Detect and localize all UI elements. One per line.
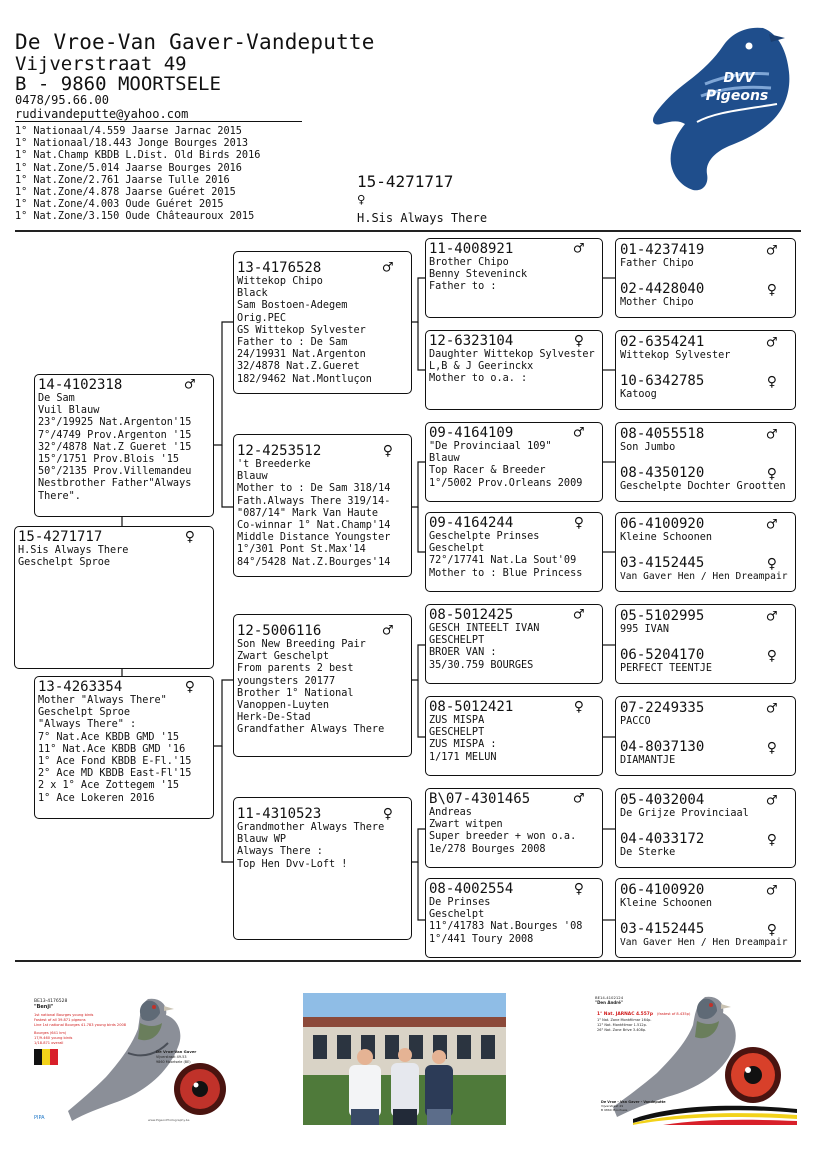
bird-info-line: Super breeder + won o.a.: [429, 831, 577, 843]
bird-info-line: 995 IVAN: [620, 624, 670, 635]
bird-info-line: Zwart witpen: [429, 819, 503, 831]
ring-number: 08-4002554: [429, 881, 514, 897]
bird-info-line: Geschelpte Dochter Grootten: [620, 481, 786, 492]
photo-pigeon-name: "Benji": [34, 1004, 54, 1010]
ancestor-dam[interactable]: [616, 370, 795, 409]
result-line: 1° Nat.Zone/5.014 Jaarse Bourges 2016: [15, 162, 242, 174]
result-line: 1° Nationaal/4.559 Jaarse Jarnac 2015: [15, 126, 242, 137]
bird-info-line: GS Wittekop Sylvester: [237, 324, 366, 336]
bird-info-line: youngsters 20177: [237, 675, 336, 687]
bird-info-line: 32/4878 Nat.Z.Gueret: [237, 361, 360, 373]
ring-number: 12-4253512: [237, 443, 322, 459]
result-line: 1° Nat.Zone/4.003 Oude Guéret 2015: [15, 199, 224, 211]
ring-number: 01-4237419: [620, 242, 705, 258]
grandparent-card[interactable]: [233, 614, 412, 757]
ancestor-pair-card[interactable]: [615, 330, 796, 410]
breeder-name: De Vroe-Van Gaver-Vandeputte: [15, 30, 375, 54]
bird-info-line: Kleine Schoonen: [620, 898, 713, 909]
ring-number: 11-4008921: [429, 241, 514, 257]
male-symbol-icon: ♂: [382, 258, 393, 278]
bird-info-line: Geschelpt: [429, 543, 485, 555]
bird-info-line: 1°/5002 Prov.Orleans 2009: [429, 477, 583, 489]
ancestor-dam[interactable]: [616, 644, 795, 683]
ancestor-sire[interactable]: [616, 423, 795, 462]
bird-info-line: Black: [237, 288, 268, 300]
breeder-phone: 0478/95.66.00: [15, 93, 109, 107]
ring-number: 12-6323104: [429, 333, 514, 349]
bird-info-line: 72°/17741 Nat.La Sout'09: [429, 555, 577, 567]
ring-number: 06-4100920: [620, 882, 705, 898]
bird-info-line: Sam Bostoen-Adegem: [237, 300, 348, 312]
bird-info-line: Brother Chipo: [429, 257, 509, 268]
bird-info-line: ZUS MISPA: [429, 715, 485, 726]
ring-number: 06-4100920: [620, 516, 705, 532]
roof: [303, 1017, 506, 1027]
ancestor-sire[interactable]: [616, 605, 795, 644]
ring-number: 05-5102995: [620, 608, 705, 624]
ancestor-pair-card[interactable]: [615, 422, 796, 502]
bird-info-line: 't Breederke: [237, 459, 311, 470]
bird-info-line: Father to :: [429, 281, 497, 293]
ancestor-pair-card[interactable]: [615, 604, 796, 684]
ring-number: 08-4055518: [620, 426, 705, 442]
pedigree-sire-card[interactable]: [34, 374, 214, 517]
female-symbol-icon: ♀: [766, 464, 777, 484]
bird-info-line: Wittekop Chipo: [237, 276, 323, 287]
bird-info-line: "Always There" :: [38, 719, 137, 731]
ring-number: 07-2249335: [620, 700, 705, 716]
bird-info-line: ZUS MISPA :: [429, 739, 497, 751]
bird-info-line: Blauw: [237, 471, 268, 483]
female-symbol-icon: ♀: [184, 527, 195, 547]
bird-info-line: Mother "Always There": [38, 695, 167, 706]
bird-info-line: 1/171 MELUN: [429, 751, 497, 763]
bird-info-line: Grandmother Always There: [237, 822, 385, 833]
female-symbol-icon: ♀: [184, 677, 195, 697]
ancestor-sire[interactable]: [616, 879, 795, 918]
photo-result-line: 26° Nat. Zone Brive 3.408p.: [597, 1028, 647, 1032]
ancestor-pair-card[interactable]: [615, 512, 796, 592]
ring-number: 13-4263354: [38, 679, 123, 695]
bird-info-line: Geschelpt Sproe: [18, 557, 111, 569]
pedigree-bird-card[interactable]: [14, 526, 214, 669]
male-symbol-icon: ♂: [766, 881, 777, 901]
photo-pigeon-name: "Den André": [595, 1000, 623, 1005]
bird-info-line: 15°/1751 Prov.Blois '15: [38, 454, 180, 466]
ring-number: 03-4152445: [620, 555, 705, 571]
bird-info-line: Geschelpte Prinses: [429, 531, 540, 542]
bird-info-line: De Sterke: [620, 847, 676, 858]
ring-number: 08-4350120: [620, 465, 705, 481]
bird-info-line: Son Jumbo: [620, 442, 676, 453]
male-symbol-icon: ♂: [573, 789, 584, 809]
bird-info-line: "087/14" Mark Van Haute: [237, 507, 379, 519]
bird-info-line: Middle Distance Youngster: [237, 532, 391, 544]
great-grandparent-card[interactable]: [425, 604, 603, 684]
bird-info-line: 24/19931 Nat.Argenton: [237, 349, 366, 361]
photo-red-line: Line 1st national Bourges 41.783 young birds 2008: [34, 1023, 127, 1027]
bird-info-line: Andreas: [429, 807, 472, 818]
bird-info-line: PACCO: [620, 716, 651, 727]
bird-info-line: Mother to : Blue Princess: [429, 567, 583, 579]
dvv-pigeons-logo: [645, 24, 795, 194]
female-symbol-icon: ♀: [766, 554, 777, 574]
male-symbol-icon: ♂: [573, 239, 584, 259]
bird-info-line: Geschelpt: [429, 909, 485, 921]
top-rule: [15, 230, 801, 232]
subject-description: H.Sis Always There: [357, 211, 488, 225]
photo-red-line: 1st national Bourges young birds: [34, 1013, 94, 1017]
great-grandparent-card[interactable]: [425, 422, 603, 502]
photo-result-line: 12° Nat. Montélimar 1.512p.: [597, 1023, 647, 1027]
ancestor-dam[interactable]: [616, 918, 795, 957]
bird-info-line: Son New Breeding Pair: [237, 639, 366, 650]
bird-info-line: 1°/441 Toury 2008: [429, 933, 534, 945]
bird-info-line: Grandfather Always There: [237, 724, 385, 736]
bird-info-line: 50°/2135 Prov.Villemandeu: [38, 466, 192, 478]
bird-info-line: 11°/41783 Nat.Bourges '08: [429, 921, 583, 933]
male-symbol-icon: ♂: [184, 375, 195, 395]
bird-info-line: Orig.PEC: [237, 312, 287, 324]
bird-info-line: 1e/278 Bourges 2008: [429, 843, 546, 855]
bird-info-line: De Sam: [38, 393, 75, 404]
photo-loft-line: De Vroe - Van Gaver - Vandeputte: [601, 1100, 666, 1104]
ring-number: 05-4032004: [620, 792, 705, 808]
result-line: 1° Nat.Zone/3.150 Oude Châteauroux 2015: [15, 211, 255, 223]
photo-ring: BE14-4102124: [595, 995, 624, 1000]
ring-number: 02-4428040: [620, 281, 705, 297]
great-grandparent-card[interactable]: [425, 788, 603, 868]
pigeon-photo-den-andre-art: [593, 993, 797, 1125]
bird-info-line: PERFECT TEENTJE: [620, 663, 713, 674]
bird-info-line: Nestbrother Father"Always: [38, 478, 192, 490]
male-symbol-icon: ♂: [573, 605, 584, 625]
bird-info-line: GESCHELPT: [429, 727, 485, 739]
bird-info-line: GESCHELPT: [429, 635, 485, 647]
pedigree-dam-card[interactable]: [34, 676, 214, 819]
team-photo-art: [303, 993, 506, 1125]
bird-info-line: 23°/19925 Nat.Argenton'15: [38, 417, 192, 429]
bird-info-line: De Grijze Provinciaal: [620, 808, 749, 819]
ancestor-dam[interactable]: [616, 552, 795, 591]
ancestor-sire[interactable]: [616, 697, 795, 736]
bird-info-line: 182/9462 Nat.Montluçon: [237, 373, 372, 385]
male-symbol-icon: ♂: [766, 241, 777, 261]
female-symbol-icon: ♀: [573, 697, 584, 717]
male-symbol-icon: ♂: [766, 699, 777, 719]
logo-text-pigeons: Pigeons: [705, 88, 769, 104]
photo-red-line: Fastest of all 39.871 pigeons: [34, 1018, 86, 1022]
bird-info-line: Mother to o.a. :: [429, 373, 528, 385]
bird-info-line: De Prinses: [429, 897, 491, 908]
grandparent-card[interactable]: [233, 251, 412, 394]
bird-info-line: Kleine Schoonen: [620, 532, 713, 543]
bird-info-line: Top Racer & Breeder: [429, 465, 546, 477]
photo-ring: BE13-4176528: [34, 999, 68, 1004]
ring-number: 13-4176528: [237, 260, 322, 276]
bird-info-line: 7°/4749 Prov.Argenton '15: [38, 429, 192, 441]
bird-info-line: 2 x 1° Ace Zottegem '15: [38, 780, 180, 792]
bird-info-line: 1°/301 Pont St.Max'14: [237, 544, 366, 556]
bird-info-line: Zwart Geschelpt: [237, 651, 330, 663]
bird-info-line: Top Hen Dvv-Loft !: [237, 858, 348, 870]
ring-number: 09-4164244: [429, 515, 514, 531]
bird-info-line: Father to : De Sam: [237, 337, 348, 349]
bird-info-line: Daughter Wittekop Sylvester: [429, 349, 595, 360]
ring-number: 14-4102318: [38, 377, 123, 393]
ring-number: 08-5012421: [429, 699, 514, 715]
bird-info-line: H.Sis Always There: [18, 545, 129, 556]
bird-info-line: Always There :: [237, 846, 323, 858]
bird-info-line: Mother to : De Sam 318/14: [237, 483, 391, 495]
pigeon-photo-benji-art: [28, 993, 228, 1125]
bird-info-line: Brother 1° National: [237, 687, 354, 699]
bird-info-line: Blauw WP: [237, 834, 287, 846]
female-symbol-icon: ♀: [573, 879, 584, 899]
pigeon-photo-den-andre: [593, 993, 797, 1125]
bird-info-line: Blauw: [429, 453, 460, 465]
bird-info-line: Katoog: [620, 389, 657, 400]
ring-number: 12-5006116: [237, 623, 322, 639]
photo-stat-line: Bourges (641 km): [34, 1031, 67, 1035]
ancestor-pair-card[interactable]: [615, 238, 796, 318]
ancestor-dam[interactable]: [616, 462, 795, 501]
photo-loft-line: Vijverstraat 49: [601, 1104, 624, 1108]
female-symbol-icon: ♀: [766, 830, 777, 850]
bird-info-line: Wittekop Sylvester: [620, 350, 731, 361]
bird-info-line: Mother Chipo: [620, 297, 694, 308]
male-symbol-icon: ♂: [573, 423, 584, 443]
bird-info-line: Geschelpt Sproe: [38, 707, 131, 719]
female-symbol-icon: ♀: [573, 513, 584, 533]
great-grandparent-card[interactable]: [425, 878, 603, 958]
ring-number: 04-8037130: [620, 739, 705, 755]
ring-number: 08-5012425: [429, 607, 514, 623]
ring-number: 15-4271717: [18, 529, 103, 545]
subject-ring: 15-4271717: [357, 172, 454, 191]
great-grandparent-card[interactable]: [425, 512, 603, 592]
ring-number: B\07-4301465: [429, 791, 531, 807]
logo-pigeon-shape: [653, 28, 789, 191]
female-symbol-icon: ♀: [573, 331, 584, 351]
ring-number: 09-4164109: [429, 425, 514, 441]
ancestor-sire[interactable]: [616, 789, 795, 828]
bird-info-line: "De Provinciaal 109": [429, 441, 552, 452]
female-symbol-icon: ♀: [766, 738, 777, 758]
bird-info-line: There".: [38, 490, 81, 502]
photo-headline: 1° Nat. JARNAC 4.557p: [597, 1012, 653, 1017]
bottom-rule: [15, 960, 801, 962]
bird-info-line: 84°/5428 Nat.Z.Bourges'14: [237, 556, 391, 568]
belgian-flag-icon: [34, 1049, 58, 1065]
photo-site-text: www.PigeonPhotography.be: [148, 1118, 190, 1122]
photo-stat-line: 1/18.871 overall: [34, 1041, 64, 1045]
ancestor-sire[interactable]: [616, 331, 795, 370]
header-underline: [15, 121, 302, 122]
ring-number: 03-4152445: [620, 921, 705, 937]
ancestor-dam[interactable]: [616, 278, 795, 317]
ring-number: 06-5204170: [620, 647, 705, 663]
bird-info-line: Fath.Always There 319/14-: [237, 495, 391, 507]
logo-eye: [746, 43, 753, 50]
photo-loft-line: Vijverstraat 49-53: [156, 1055, 187, 1059]
bird-info-line: L,B & J Geerinckx: [429, 361, 534, 373]
ring-number: 11-4310523: [237, 806, 322, 822]
photo-result-line: 1° Nat. Zone Montélimar 164p.: [597, 1018, 652, 1022]
female-symbol-icon: ♀: [382, 441, 393, 461]
bird-info-line: 1° Ace Fond KBDB E-Fl.'15: [38, 756, 192, 768]
male-symbol-icon: ♂: [766, 515, 777, 535]
ancestor-dam[interactable]: [616, 736, 795, 775]
bird-info-line: GESCH INTEELT IVAN: [429, 623, 540, 634]
bird-info-line: 32°/4878 Nat.Z Gueret '15: [38, 441, 192, 453]
pigeon-eye-closeup: [725, 1047, 781, 1103]
photo-stat-line: 17/9.460 young birds: [34, 1036, 73, 1040]
female-symbol-icon: ♀: [382, 804, 393, 824]
bird-info-line: 35/30.759 BOURGES: [429, 659, 534, 671]
bird-info-line: From parents 2 best: [237, 663, 354, 675]
male-symbol-icon: ♂: [766, 791, 777, 811]
ancestor-sire[interactable]: [616, 513, 795, 552]
bird-info-line: BROER VAN :: [429, 647, 497, 659]
ancestor-dam[interactable]: [616, 828, 795, 867]
ancestor-pair-card[interactable]: [615, 788, 796, 868]
ancestor-pair-card[interactable]: [615, 878, 796, 958]
bird-info-line: Vuil Blauw: [38, 405, 100, 417]
logo-text-dvv: DVV: [723, 71, 755, 86]
ring-number: 02-6354241: [620, 334, 705, 350]
male-symbol-icon: ♂: [766, 333, 777, 353]
ring-number: 10-6342785: [620, 373, 705, 389]
bird-info-line: Co-winnar 1° Nat.Champ'14: [237, 520, 391, 532]
grandparent-card[interactable]: [233, 797, 412, 940]
bird-info-line: 11° Nat.Ace KBDB GMD '16: [38, 743, 186, 755]
result-line: 1° Nat.Champ KBDB L.Dist. Old Birds 2016: [15, 150, 261, 162]
bird-info-line: 7° Nat.Ace KBDB GMD '15: [38, 731, 180, 743]
photo-loft-line: De Vroe-Van Gaver: [156, 1049, 197, 1054]
bird-info-line: Herk-De-Stad: [237, 712, 311, 724]
bird-info-line: 1° Ace Lokeren 2016: [38, 792, 155, 804]
bird-info-line: DIAMANTJE: [620, 755, 676, 766]
female-symbol-icon: ♀: [766, 920, 777, 940]
breeder-city: B - 9860 MOORTSELE: [15, 73, 221, 95]
grandparent-card[interactable]: [233, 434, 412, 577]
female-symbol-icon: ♀: [766, 646, 777, 666]
bird-info-line: Father Chipo: [620, 258, 694, 269]
male-symbol-icon: ♂: [766, 425, 777, 445]
results-list: [15, 126, 260, 224]
bird-info-line: Vanoppen-Luyten: [237, 700, 330, 712]
great-grandparent-card[interactable]: [425, 330, 603, 410]
female-symbol-icon: ♀: [766, 372, 777, 392]
great-grandparent-card[interactable]: [425, 696, 603, 776]
ancestor-sire[interactable]: [616, 239, 795, 278]
male-symbol-icon: ♂: [766, 607, 777, 627]
result-line: 1° Nat.Zone/2.761 Jaarse Tulle 2016: [15, 174, 230, 186]
breeder-email-link[interactable]: rudivandeputte@yahoo.com: [15, 107, 189, 121]
breeder-street: Vijverstraat 49: [15, 53, 187, 75]
ring-number: 04-4033172: [620, 831, 705, 847]
pipa-brand-text: PIPA: [34, 1115, 45, 1121]
female-symbol-icon: ♀: [766, 280, 777, 300]
bird-info-line: Van Gaver Hen / Hen Dreampair: [620, 937, 788, 948]
ancestor-pair-card[interactable]: [615, 696, 796, 776]
result-line: 1° Nat.Zone/4.878 Jaarse Guéret 2015: [15, 187, 236, 199]
bird-info-line: 2° Ace MD KBDB East-Fl'15: [38, 768, 192, 780]
photo-loft-line: B 9860 Moortsele: [601, 1108, 628, 1112]
photo-loft-line: 9860 Moortsele (BE): [156, 1060, 191, 1064]
male-symbol-icon: ♂: [382, 621, 393, 641]
great-grandparent-card[interactable]: [425, 238, 603, 318]
subject-sex-symbol: ♀: [357, 192, 366, 208]
photo-headline-note: (fastest of 8.435p): [657, 1012, 691, 1016]
pigeon-photo-benji: [28, 993, 228, 1125]
result-line: 1° Nationaal/18.443 Jonge Bourges 2013: [15, 138, 249, 150]
bird-info-line: Van Gaver Hen / Hen Dreampair: [620, 571, 788, 582]
team-photo: [303, 993, 506, 1125]
bird-info-line: Benny Steveninck: [429, 269, 528, 281]
pigeon-eye-closeup: [174, 1063, 226, 1115]
